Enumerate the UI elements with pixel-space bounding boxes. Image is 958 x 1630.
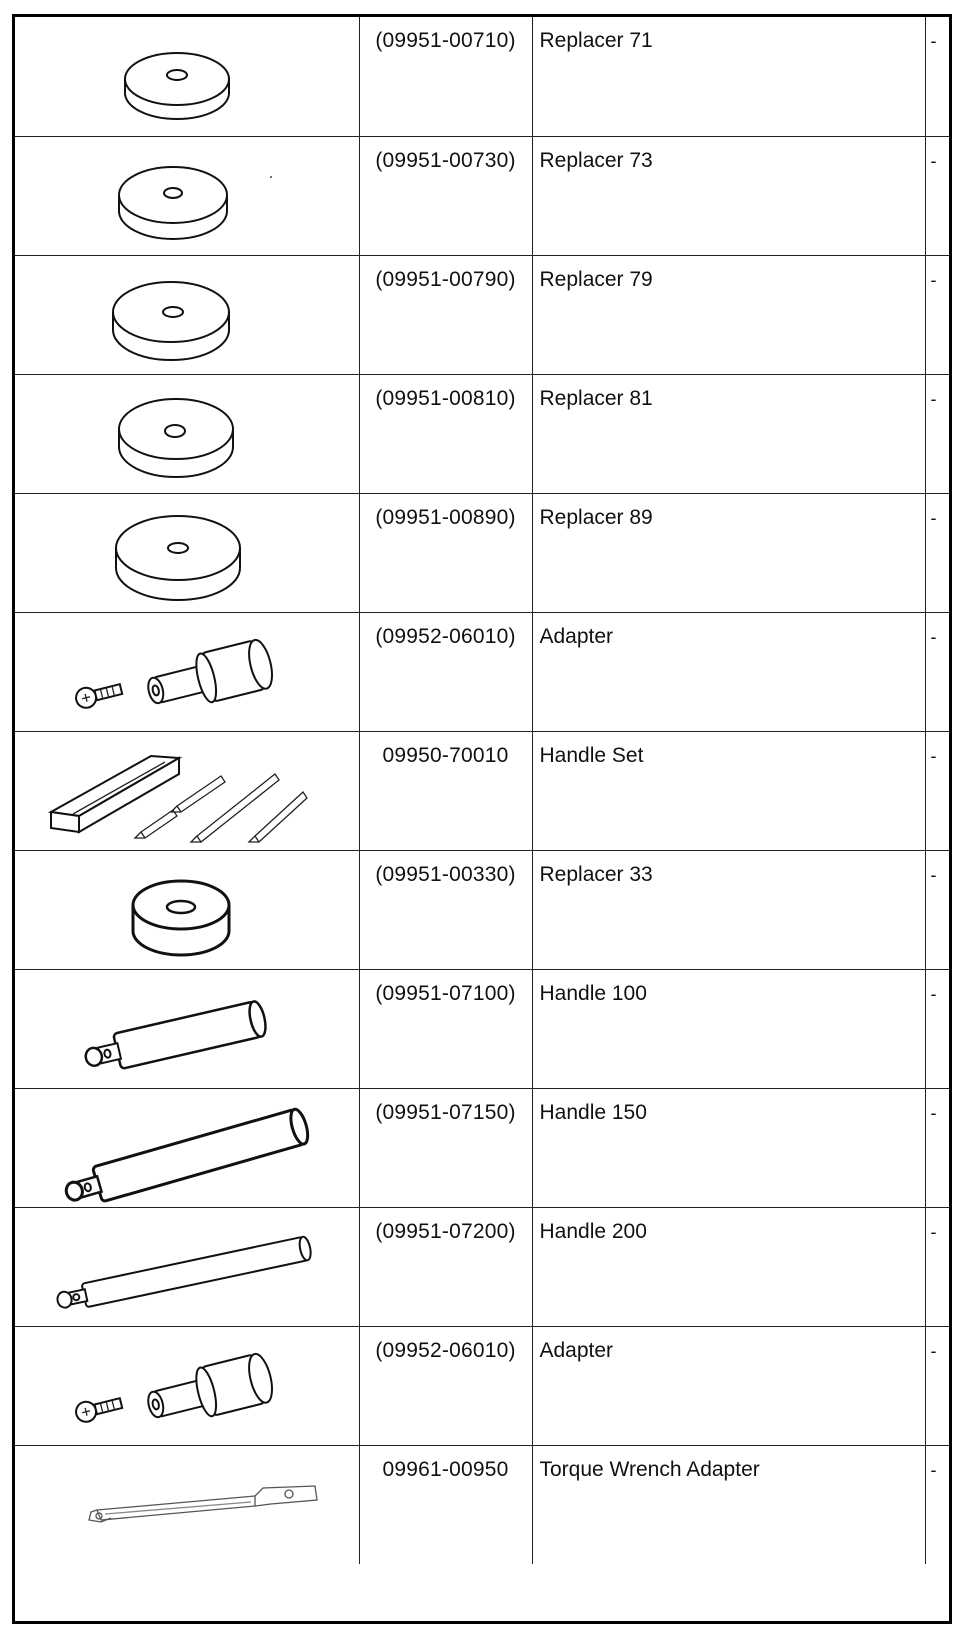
part-number: (09951-00790) xyxy=(359,255,532,374)
handle-rod-long-icon xyxy=(15,1208,359,1326)
tool-illustration-cell xyxy=(15,493,359,612)
tool-name: Replacer 73 xyxy=(532,136,925,255)
thick-replacer-icon xyxy=(15,851,359,969)
table-row xyxy=(15,136,949,255)
part-number: (09951-00730) xyxy=(359,136,532,255)
part-number: (09951-07100) xyxy=(359,969,532,1088)
tool-name: Handle Set xyxy=(532,731,925,850)
table-row xyxy=(15,493,949,612)
note-cell: - xyxy=(925,1207,949,1326)
table-row xyxy=(15,850,949,969)
table-row xyxy=(15,255,949,374)
handle-rod-medium-icon xyxy=(15,1089,359,1207)
handle-rod-short-icon xyxy=(15,970,359,1088)
replacer-disc-icon xyxy=(15,494,359,612)
tool-name: Handle 100 xyxy=(532,969,925,1088)
note-cell: - xyxy=(925,17,949,136)
tool-illustration-cell xyxy=(15,969,359,1088)
table-row xyxy=(15,731,949,850)
tool-illustration-cell xyxy=(15,1326,359,1445)
adapter-bolt-icon xyxy=(15,613,359,731)
torque-wrench-adapter-icon xyxy=(15,1446,359,1564)
table-row xyxy=(15,1088,949,1207)
part-number: (09951-00710) xyxy=(359,17,532,136)
tool-name: Replacer 79 xyxy=(532,255,925,374)
note-cell: - xyxy=(925,1326,949,1445)
note-cell: - xyxy=(925,493,949,612)
special-tools-sheet xyxy=(12,14,952,1624)
note-cell: - xyxy=(925,1445,949,1564)
note-cell: - xyxy=(925,612,949,731)
tool-name: Adapter xyxy=(532,1326,925,1445)
tool-illustration-cell xyxy=(15,612,359,731)
note-cell: - xyxy=(925,850,949,969)
table-row xyxy=(15,374,949,493)
table-row xyxy=(15,1207,949,1326)
part-number: 09961-00950 xyxy=(359,1445,532,1564)
table-row xyxy=(15,612,949,731)
tool-name: Handle 150 xyxy=(532,1088,925,1207)
part-number: 09950-70010 xyxy=(359,731,532,850)
note-cell: - xyxy=(925,255,949,374)
note-cell: - xyxy=(925,1088,949,1207)
tool-illustration-cell xyxy=(15,374,359,493)
tool-illustration-cell xyxy=(15,255,359,374)
table-row xyxy=(15,1445,949,1564)
note-cell: - xyxy=(925,731,949,850)
tool-illustration-cell xyxy=(15,17,359,136)
tool-illustration-cell xyxy=(15,1088,359,1207)
tool-name: Replacer 71 xyxy=(532,17,925,136)
part-number: (09951-07200) xyxy=(359,1207,532,1326)
note-cell: - xyxy=(925,374,949,493)
part-number: (09952-06010) xyxy=(359,612,532,731)
tool-illustration-cell xyxy=(15,136,359,255)
tool-name: Replacer 89 xyxy=(532,493,925,612)
tool-illustration-cell xyxy=(15,1445,359,1564)
table-row xyxy=(15,1326,949,1445)
adapter-bolt-icon xyxy=(15,1327,359,1445)
note-cell: - xyxy=(925,136,949,255)
tool-illustration-cell xyxy=(15,731,359,850)
replacer-disc-icon xyxy=(15,17,359,135)
part-number: (09951-07150) xyxy=(359,1088,532,1207)
tool-illustration-cell xyxy=(15,1207,359,1326)
part-number: (09952-06010) xyxy=(359,1326,532,1445)
tool-name: Replacer 81 xyxy=(532,374,925,493)
special-tools-table xyxy=(15,17,949,1564)
tool-name: Replacer 33 xyxy=(532,850,925,969)
part-number: (09951-00330) xyxy=(359,850,532,969)
table-row xyxy=(15,969,949,1088)
part-number: (09951-00890) xyxy=(359,493,532,612)
note-cell: - xyxy=(925,969,949,1088)
part-number: (09951-00810) xyxy=(359,374,532,493)
tool-name: Adapter xyxy=(532,612,925,731)
tool-illustration-cell xyxy=(15,850,359,969)
table-row xyxy=(15,17,949,136)
handle-set-icon xyxy=(15,732,359,850)
tool-name: Torque Wrench Adapter xyxy=(532,1445,925,1564)
replacer-disc-icon xyxy=(15,256,359,374)
replacer-disc-icon xyxy=(15,137,359,255)
replacer-disc-icon xyxy=(15,375,359,493)
tool-name: Handle 200 xyxy=(532,1207,925,1326)
